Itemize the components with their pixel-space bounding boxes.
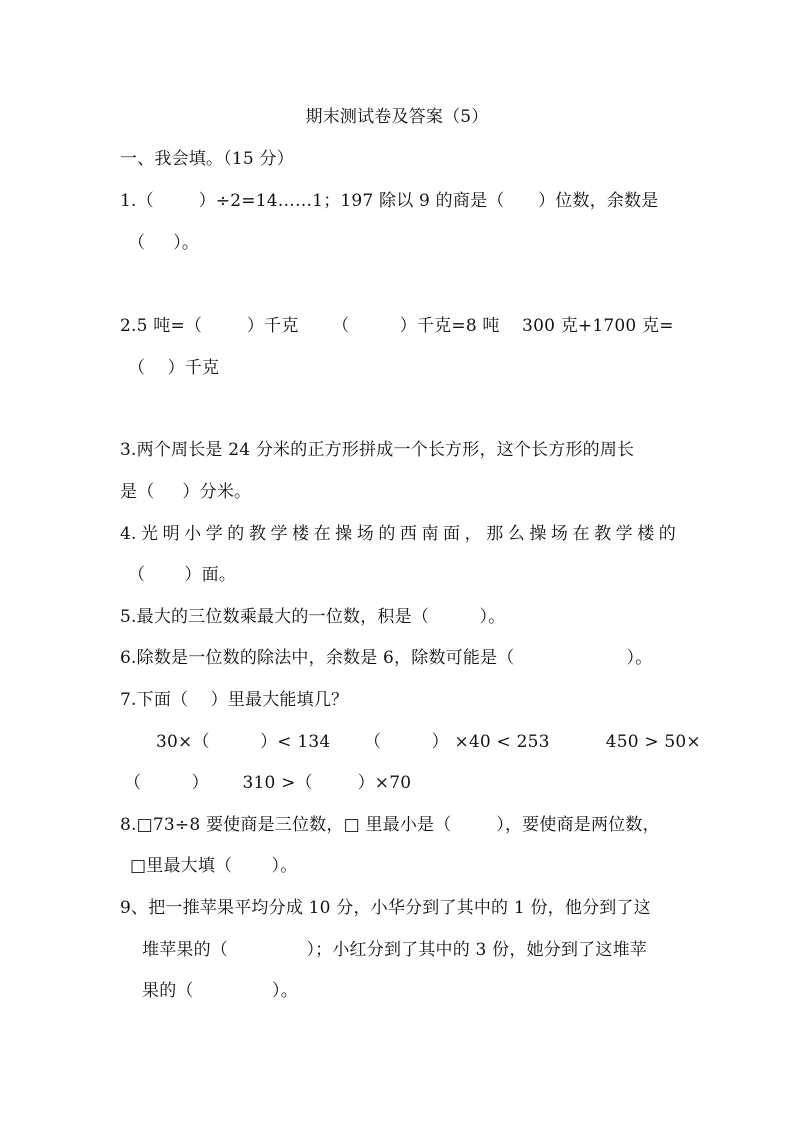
question-1-line-2: （ ）。 [128, 233, 200, 253]
question-2-line-2: （ ）千克 [128, 358, 220, 378]
question-5: 5.最大的三位数乘最大的一位数，积是（ ）。 [120, 607, 506, 627]
question-6: 6.除数是一位数的除法中，余数是 6，除数可能是（ ）。 [120, 648, 653, 668]
question-1-line-1: 1.（ ）÷2=14……1；197 除以 9 的商是（ ）位数，余数是 [120, 191, 659, 211]
question-8-line-2: □里最大填（ ）。 [130, 856, 298, 876]
question-7-line-1: 7.下面（ ）里最大能填几？ [120, 690, 349, 710]
page-title: 期末测试卷及答案（5） [305, 107, 489, 127]
question-7-line-3: （ ） 310 >（ ）×70 [124, 773, 412, 793]
question-4-line-2: （ ）面。 [128, 565, 237, 585]
question-9-line-3: 果的（ ）。 [142, 981, 298, 1001]
question-2-line-1: 2.5 吨=（ ）千克 （ ）千克=8 吨 300 克+1700 克= [120, 316, 674, 336]
question-3-line-2: 是（ ）分米。 [120, 482, 252, 502]
question-7-line-2: 30×（ ）< 134 （ ） ×40 < 253 450 > 50× [156, 732, 701, 752]
question-4-line-1: 4.光明小学的教学楼在操场的西南面，那么操场在教学楼的 [120, 524, 676, 544]
question-8-line-1: 8.□73÷8 要使商是三位数，□ 里最小是（ ），要使商是两位数， [120, 815, 660, 835]
question-9-line-1: 9、把一推苹果平均分成 10 分，小华分到了其中的 1 份，他分到了这 [120, 898, 651, 918]
section-heading: 一、我会填。（15 分） [120, 149, 294, 169]
question-3-line-1: 3.两个周长是 24 分米的正方形拼成一个长方形，这个长方形的周长 [120, 440, 635, 460]
question-9-line-2: 堆苹果的（ ）；小红分到了其中的 3 份，她分到了这堆苹 [142, 940, 647, 960]
